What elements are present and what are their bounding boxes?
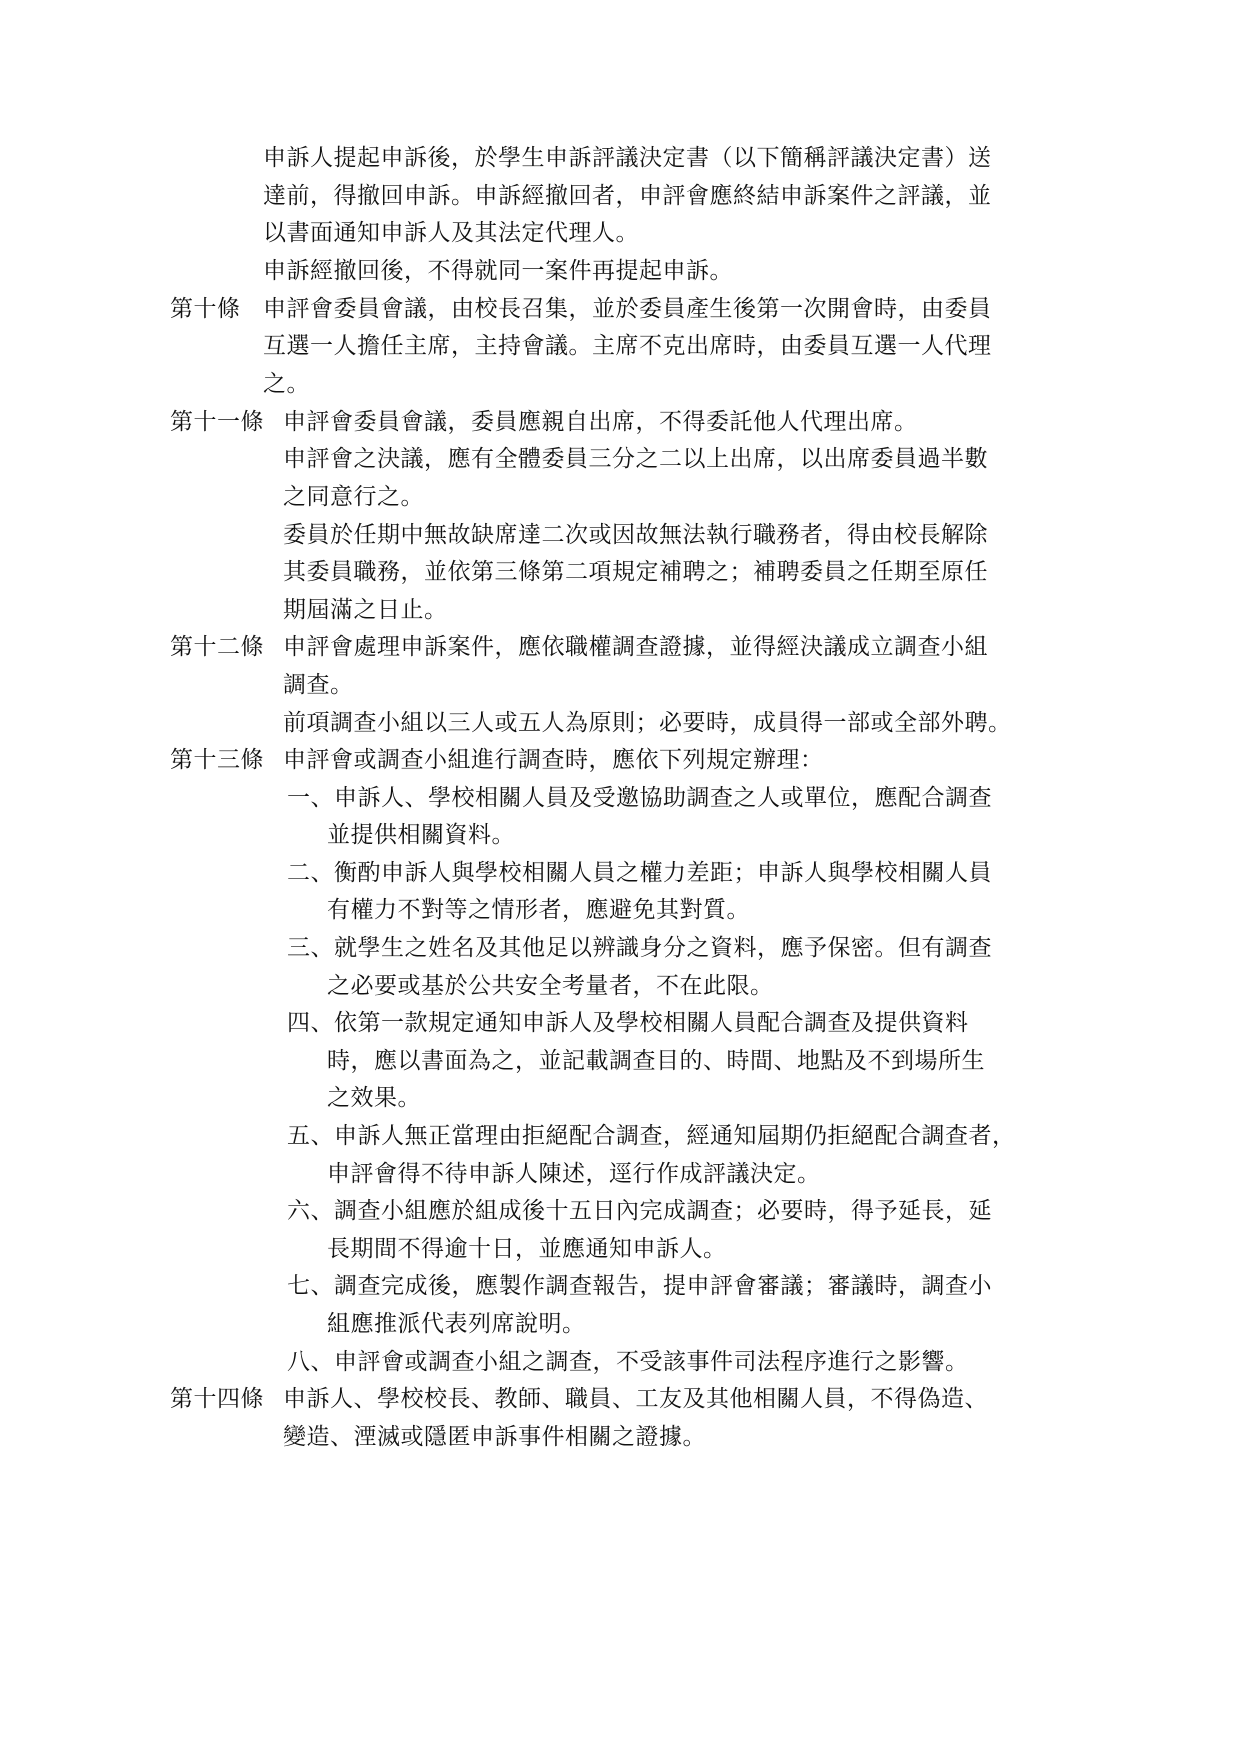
article-13-item-6-line-1: 六、調查小組應於組成後十五日內完成調查；必要時，得予延長，延 <box>287 1198 992 1224</box>
article-14-label: 第十四條 <box>170 1386 264 1412</box>
article-10-label: 第十條 <box>170 296 241 322</box>
article-13-item-7-line-2: 組應推派代表列席說明。 <box>327 1311 586 1337</box>
article-12-line-2: 調查。 <box>283 672 354 698</box>
article-12-line-1: 申評會處理申訴案件，應依職權調查證據，並得經決議成立調查小組 <box>283 634 988 660</box>
article-13-item-6-line-2: 長期間不得逾十日，並應通知申訴人。 <box>327 1236 727 1262</box>
article-10-line-3: 之。 <box>263 371 310 397</box>
article-13-label: 第十三條 <box>170 747 264 773</box>
article-13-item-4-line-2: 時，應以書面為之，並記載調查目的、時間、地點及不到場所生 <box>327 1048 985 1074</box>
article-13-item-7-line-1: 七、調查完成後，應製作調查報告，提申評會審議；審議時，調查小 <box>287 1273 992 1299</box>
intro-line-2: 達前，得撤回申訴。申訴經撤回者，申評會應終結申訴案件之評議，並 <box>263 183 992 209</box>
article-11-line-6: 期屆滿之日止。 <box>283 597 448 623</box>
article-13-line-1: 申評會或調查小組進行調查時，應依下列規定辦理： <box>283 747 824 773</box>
article-13-item-4-line-1: 四、依第一款規定通知申訴人及學校相關人員配合調查及提供資料 <box>287 1010 969 1036</box>
article-13-item-3-line-2: 之必要或基於公共安全考量者，不在此限。 <box>327 973 774 999</box>
intro-line-1: 申訴人提起申訴後，於學生申訴評議決定書（以下簡稱評議決定書）送 <box>263 145 992 171</box>
article-13-item-5-line-2: 申評會得不待申訴人陳述，逕行作成評議決定。 <box>327 1161 821 1187</box>
article-12-line-3: 前項調查小組以三人或五人為原則；必要時，成員得一部或全部外聘。 <box>283 710 1012 736</box>
article-13-item-5-line-1: 五、申訴人無正當理由拒絕配合調查，經通知屆期仍拒絕配合調查者， <box>287 1123 1016 1149</box>
intro-line-3: 以書面通知申訴人及其法定代理人。 <box>263 220 639 246</box>
article-13-item-2-line-1: 二、衡酌申訴人與學校相關人員之權力差距；申訴人與學校相關人員 <box>287 860 992 886</box>
article-10-line-2: 互選一人擔任主席，主持會議。主席不克出席時，由委員互選一人代理 <box>263 333 992 359</box>
article-14-line-2: 變造、湮滅或隱匿申訴事件相關之證據。 <box>283 1424 706 1450</box>
article-13-item-1-line-2: 並提供相關資料。 <box>327 822 515 848</box>
article-13-item-4-line-3: 之效果。 <box>327 1085 421 1111</box>
article-11-line-1: 申評會委員會議，委員應親自出席，不得委託他人代理出席。 <box>283 409 918 435</box>
article-13-item-8-line-1: 八、申評會或調查小組之調查，不受該事件司法程序進行之影響。 <box>287 1349 969 1375</box>
article-11-line-3: 之同意行之。 <box>283 484 424 510</box>
article-11-line-4: 委員於任期中無故缺席達二次或因故無法執行職務者，得由校長解除 <box>283 522 988 548</box>
article-12-label: 第十二條 <box>170 634 264 660</box>
article-11-line-5: 其委員職務，並依第三條第二項規定補聘之；補聘委員之任期至原任 <box>283 559 988 585</box>
article-13-item-1-line-1: 一、申訴人、學校相關人員及受邀協助調查之人或單位，應配合調查 <box>287 785 992 811</box>
article-11-line-2: 申評會之決議，應有全體委員三分之二以上出席，以出席委員過半數 <box>283 446 988 472</box>
article-14-line-1: 申訴人、學校校長、教師、職員、工友及其他相關人員，不得偽造、 <box>283 1386 988 1412</box>
article-13-item-2-line-2: 有權力不對等之情形者，應避免其對質。 <box>327 897 750 923</box>
article-10-line-1: 申評會委員會議，由校長召集，並於委員產生後第一次開會時，由委員 <box>263 296 992 322</box>
article-11-label: 第十一條 <box>170 409 264 435</box>
article-13-item-3-line-1: 三、就學生之姓名及其他足以辨識身分之資料，應予保密。但有調查 <box>287 935 992 961</box>
intro-line-4: 申訴經撤回後，不得就同一案件再提起申訴。 <box>263 258 733 284</box>
